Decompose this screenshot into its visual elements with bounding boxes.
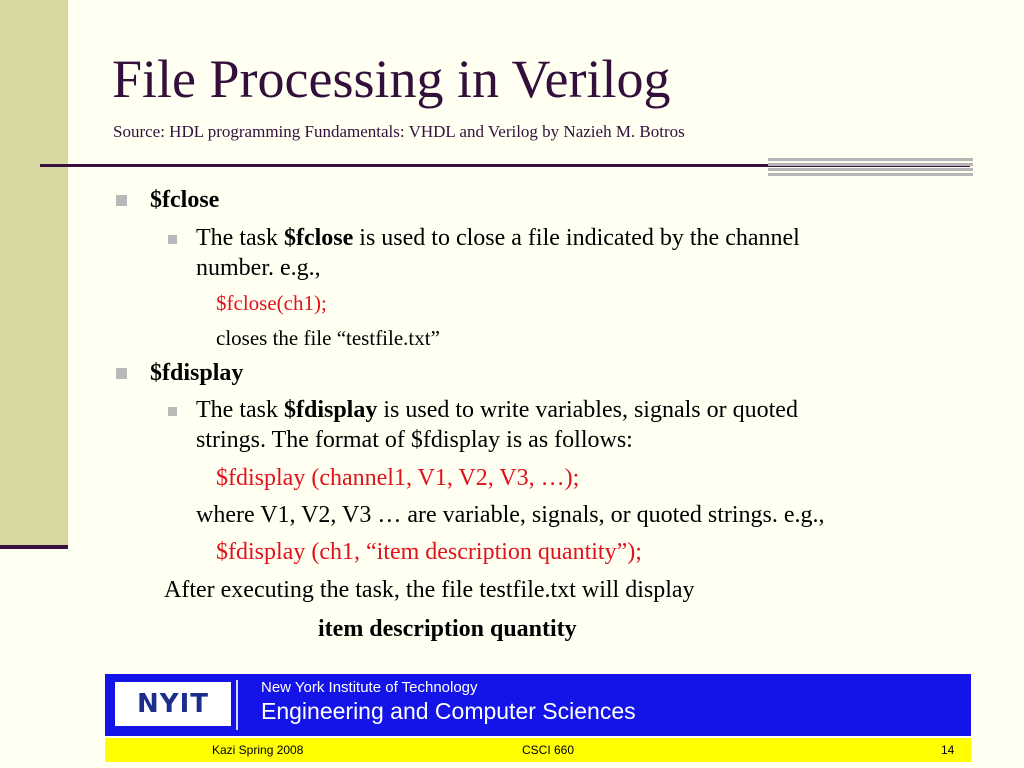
fdisplay-example-code: $fdisplay (ch1, “item description quantity”);	[216, 539, 642, 565]
result-output-text: item description quantity	[318, 616, 577, 642]
sub-bullet-square-icon	[168, 407, 177, 416]
slide-title: File Processing in Verilog	[112, 49, 671, 109]
institution-name: New York Institute of Technology	[261, 679, 478, 696]
bullet-square-icon	[116, 368, 127, 379]
slide-subtitle: Source: HDL programming Fundamentals: VHDL and Verilog by Nazieh M. Botros	[113, 122, 685, 141]
fclose-heading: $fclose	[150, 187, 220, 213]
footer-info-bar	[105, 738, 971, 762]
footer-course: CSCI 660	[522, 743, 575, 757]
fdisplay-where-text: where V1, V2, V3 … are variable, signals, or quoted strings. e.g.,	[196, 502, 825, 528]
department-name: Engineering and Computer Sciences	[261, 698, 636, 724]
fdisplay-format-code: $fdisplay (channel1, V1, V2, V3, …);	[216, 465, 580, 491]
footer-author-term: Kazi Spring 2008	[212, 743, 304, 757]
footer-page-number: 14	[941, 743, 955, 757]
bullet-square-icon	[116, 195, 127, 206]
fclose-description-line2: number. e.g.,	[196, 255, 321, 281]
footer-banner	[105, 674, 971, 736]
after-execution-text: After executing the task, the file testfile.txt will display	[164, 577, 695, 603]
fclose-note: closes the file “testfile.txt”	[216, 326, 440, 350]
fclose-code-example: $fclose(ch1);	[216, 291, 327, 315]
fclose-description: The task $fclose is used to close a file indicated by the channel	[196, 225, 800, 251]
fdisplay-heading: $fdisplay	[150, 360, 244, 386]
fdisplay-description: The task $fdisplay is used to write variables, signals or quoted	[196, 397, 798, 423]
fdisplay-description-line2: strings. The format of $fdisplay is as follows:	[196, 427, 633, 453]
nyit-logo: NYIT	[115, 682, 231, 726]
footer-divider	[236, 680, 238, 730]
sub-bullet-square-icon	[168, 235, 177, 244]
